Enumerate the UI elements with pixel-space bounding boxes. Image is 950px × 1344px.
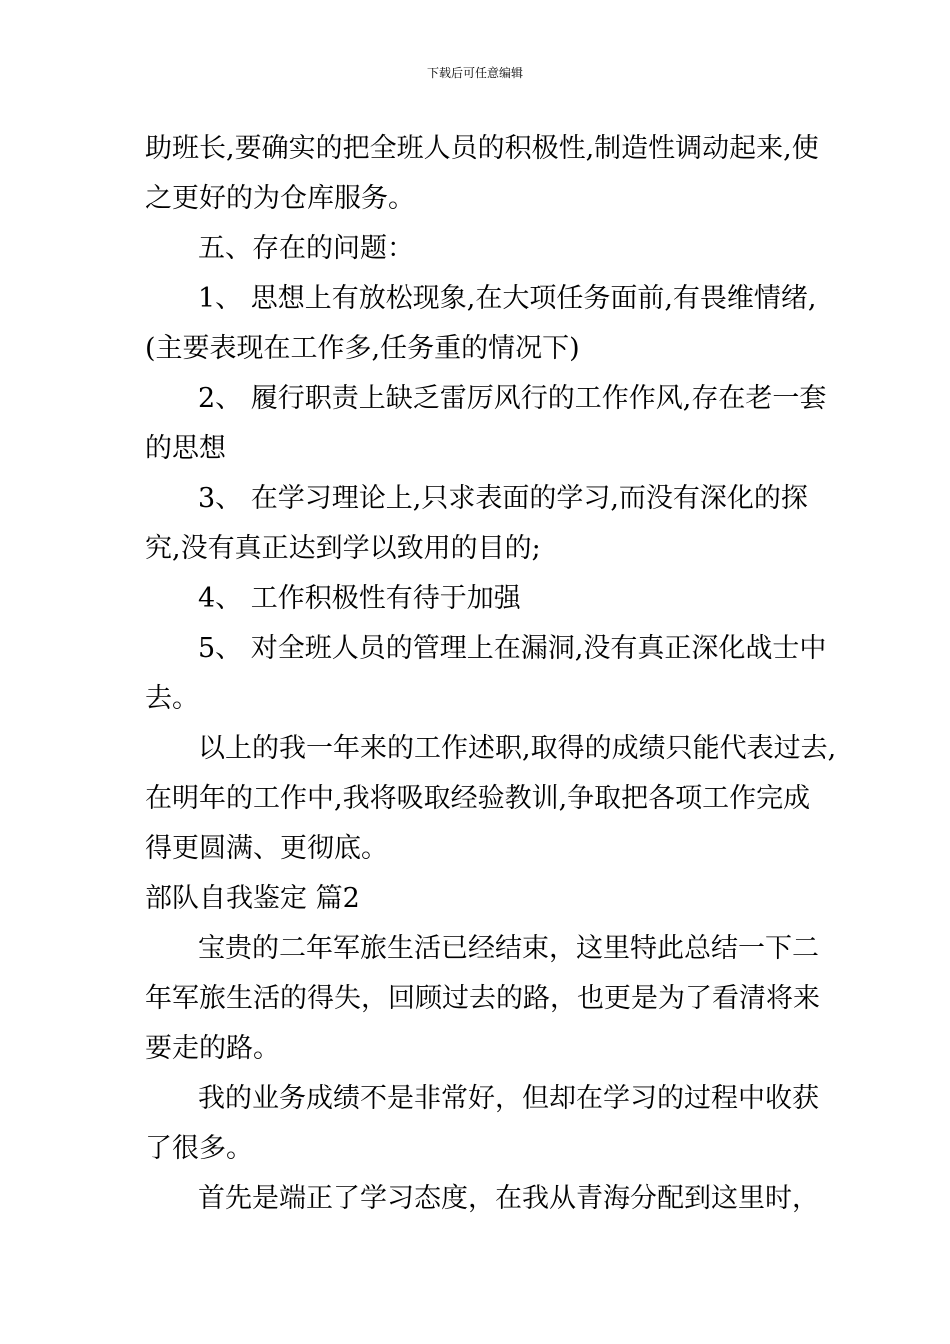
list-item: 4、 工作积极性有待于加强 [198, 583, 521, 614]
section-title: 部队自我鉴定 篇2 [145, 883, 360, 914]
text-line: 我的业务成绩不是非常好，但却在学习的过程中收获 [198, 1083, 819, 1114]
list-item: 1、 思想上有放松现象,在大项任务面前,有畏维情绪, [198, 283, 817, 314]
text-line: 要走的路。 [145, 1033, 280, 1064]
text-line: 之更好的为仓库服务。 [145, 183, 415, 214]
text-line: 究,没有真正达到学以致用的目的; [145, 533, 541, 564]
text-line: 在明年的工作中,我将吸取经验教训,争取把各项工作完成 [145, 783, 811, 814]
text-line: 首先是端正了学习态度，在我从青海分配到这里时， [198, 1183, 819, 1214]
text-line: 助班长,要确实的把全班人员的积极性,制造性调动起来,使 [145, 133, 819, 164]
text-line: 去。 [145, 683, 199, 714]
text-line: (主要表现在工作多,任务重的情况下) [145, 333, 580, 364]
list-item: 2、 履行职责上缺乏雷厉风行的工作作风,存在老一套 [198, 383, 827, 414]
section-heading: 五、存在的问题： [198, 233, 414, 264]
page-header: 下载后可任意编辑 [426, 66, 523, 80]
text-line: 年军旅生活的得失，回顾过去的路，也更是为了看清将来 [145, 983, 820, 1014]
list-item: 5、 对全班人员的管理上在漏洞,没有真正深化战士中 [198, 633, 827, 664]
text-line: 的思想 [145, 433, 226, 464]
list-item: 3、 在学习理论上,只求表面的学习,而没有深化的探 [198, 483, 808, 514]
text-line: 了很多。 [145, 1133, 253, 1164]
text-line: 宝贵的二年军旅生活已经结束，这里特此总结一下二 [198, 933, 819, 964]
text-line: 以上的我一年来的工作述职,取得的成绩只能代表过去, [198, 733, 837, 764]
text-line: 得更圆满、更彻底。 [145, 833, 388, 864]
